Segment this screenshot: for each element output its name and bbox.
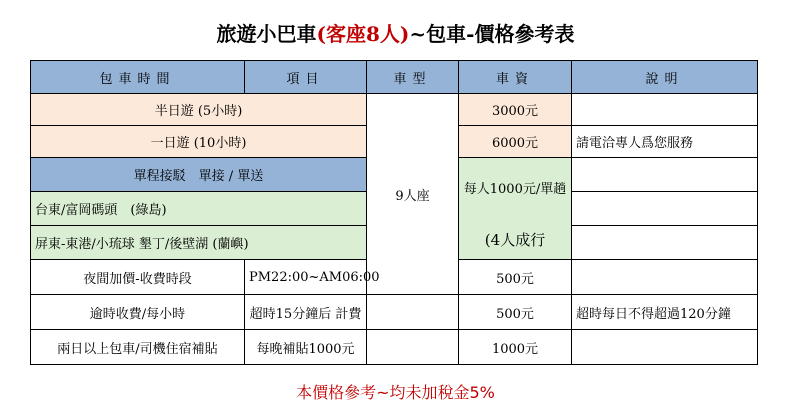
fare-half-day: 3000元	[459, 94, 572, 126]
table-row	[31, 295, 758, 330]
item-night: PM22:00~AM06:00	[245, 260, 367, 295]
vehicle-cell: 9人座	[367, 94, 459, 295]
note-empty	[572, 94, 758, 126]
vehicle-empty	[367, 295, 459, 330]
title-main: 旅遊小巴車	[216, 22, 317, 46]
fare-full-day: 6000元	[459, 126, 572, 158]
row-overnight: 兩日以上包車/司機住宿補貼	[31, 330, 245, 365]
vehicle-empty	[367, 330, 459, 365]
title-tail: ~包車-價格參考表	[409, 22, 575, 46]
note-empty	[572, 260, 758, 295]
row-night: 夜間加價-收費時段	[31, 260, 245, 295]
header-item: 項目	[245, 61, 367, 94]
item-overnight: 每晚補貼1000元	[245, 330, 367, 365]
fare-transfer-min: (4人成行	[484, 231, 546, 249]
row-taitung: 台東/富岡碼頭 (綠島)	[31, 192, 367, 226]
row-full-day: 一日遊 (10小時)	[31, 126, 367, 158]
note-empty	[572, 330, 758, 365]
header-fare: 車資	[459, 61, 572, 94]
fare-overtime: 500元	[459, 295, 572, 330]
table-row	[31, 330, 758, 365]
page-title	[0, 18, 791, 47]
price-table	[30, 60, 758, 365]
fare-overnight: 1000元	[459, 330, 572, 365]
fare-transfer	[459, 158, 572, 260]
title-capacity: (客座8人)	[316, 22, 410, 46]
header-time: 包車時間	[31, 61, 245, 94]
table-header-row	[31, 61, 758, 94]
row-one-way: 單程接駁 單接 / 單送	[31, 158, 367, 192]
footer-note: 本價格參考~均未加稅金5%	[296, 383, 495, 402]
header-description: 說明	[572, 61, 758, 94]
row-pingtung: 屏東-東港/小琉球 墾丁/後壁湖 (蘭嶼)	[31, 226, 367, 260]
note-empty	[572, 158, 758, 192]
table-row	[31, 94, 758, 126]
row-half-day: 半日遊 (5小時)	[31, 94, 367, 126]
note-empty	[572, 226, 758, 260]
fare-transfer-per-person: 每人1000元/單趟	[463, 182, 567, 197]
note-empty	[572, 192, 758, 226]
note-contact: 請電洽專人爲您服務	[572, 126, 758, 158]
header-vehicle: 車型	[367, 61, 459, 94]
item-overtime: 超時15分鐘后 計費	[245, 295, 367, 330]
note-overtime: 超時每日不得超過120分鐘	[572, 295, 758, 330]
row-overtime: 逾時收費/每小時	[31, 295, 245, 330]
fare-night: 500元	[459, 260, 572, 295]
